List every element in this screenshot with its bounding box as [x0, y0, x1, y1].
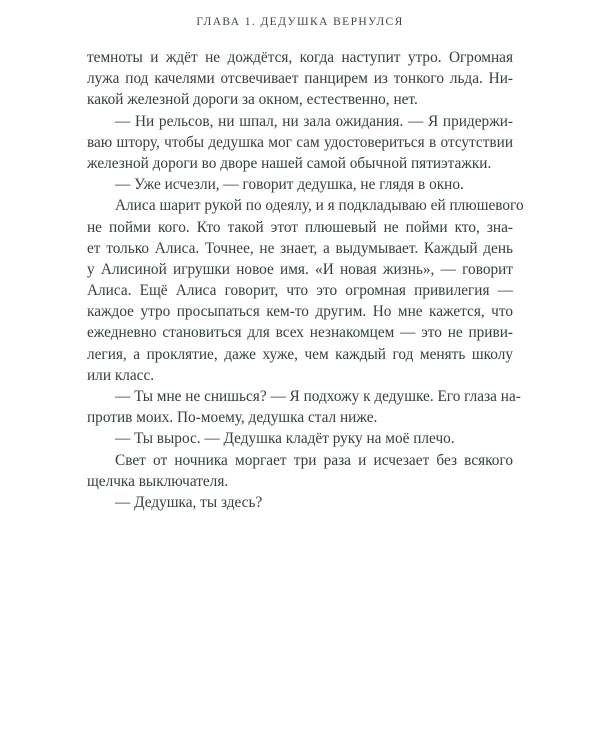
text-line: не пойми кого. Кто такой этот плюшевый не пойми кто, зна-	[87, 218, 513, 236]
text-line: какой железной дороги за окном, естественно, нет.	[87, 91, 418, 109]
text-line: легия, а проклятие, даже хуже, чем каждый год менять школу	[87, 345, 513, 363]
text-line: или класс.	[87, 366, 155, 384]
text-line: Свет от ночника моргает три раза и исчезает без всякого	[115, 451, 513, 469]
text-line: ежедневно становиться для всех незнакомцем — это не приви-	[87, 324, 513, 342]
text-line: — Ты вырос. — Дедушка кладёт руку на моё плечо.	[115, 430, 455, 448]
text-line: против моих. По-моему, дедушка стал ниже.	[87, 409, 378, 427]
text-line: — Ты мне не снишься? — Я подхожу к дедушке. Его глаза на-	[115, 388, 521, 405]
text-line: ваю штору, чтобы дедушка мог сам удостовериться в отсутствии	[87, 133, 513, 151]
text-line: железной дороги во дворе нашей самой обычной пятиэтажки.	[87, 154, 492, 172]
text-line: ет только Алиса. Точнее, не знает, а выдумывает. Каждый день	[87, 239, 513, 257]
text-line: темноты и ждёт не дождётся, когда наступит утро. Огромная	[87, 49, 513, 66]
running-head: ГЛАВА 1. ДЕДУШКА ВЕРНУЛСЯ	[196, 16, 404, 28]
text-line: Алиса. Ещё Алиса говорит, что это огромная привилегия —	[87, 282, 513, 300]
text-line: — Ни рельсов, ни шпал, ни зала ожидания. — Я придержи-	[115, 112, 513, 130]
text-line: Алиса шарит рукой по одеялу, и я подкладываю ей плюшевого	[115, 197, 524, 215]
body-text	[87, 47, 524, 513]
text-line: лужа под качелями отсвечивает панцирем из тонкого льда. Ни-	[87, 70, 513, 88]
text-line: у Алисиной игрушки новое имя. «И новая жизнь», — говорит	[87, 260, 513, 278]
text-line: — Уже исчезли, — говорит дедушка, не глядя в окно.	[115, 176, 464, 194]
text-line: каждое утро просыпаться кем-то другим. Но мне кажется, что	[87, 303, 513, 321]
text-line: щелчка выключателя.	[87, 472, 229, 490]
text-line: — Дедушка, ты здесь?	[115, 493, 263, 511]
